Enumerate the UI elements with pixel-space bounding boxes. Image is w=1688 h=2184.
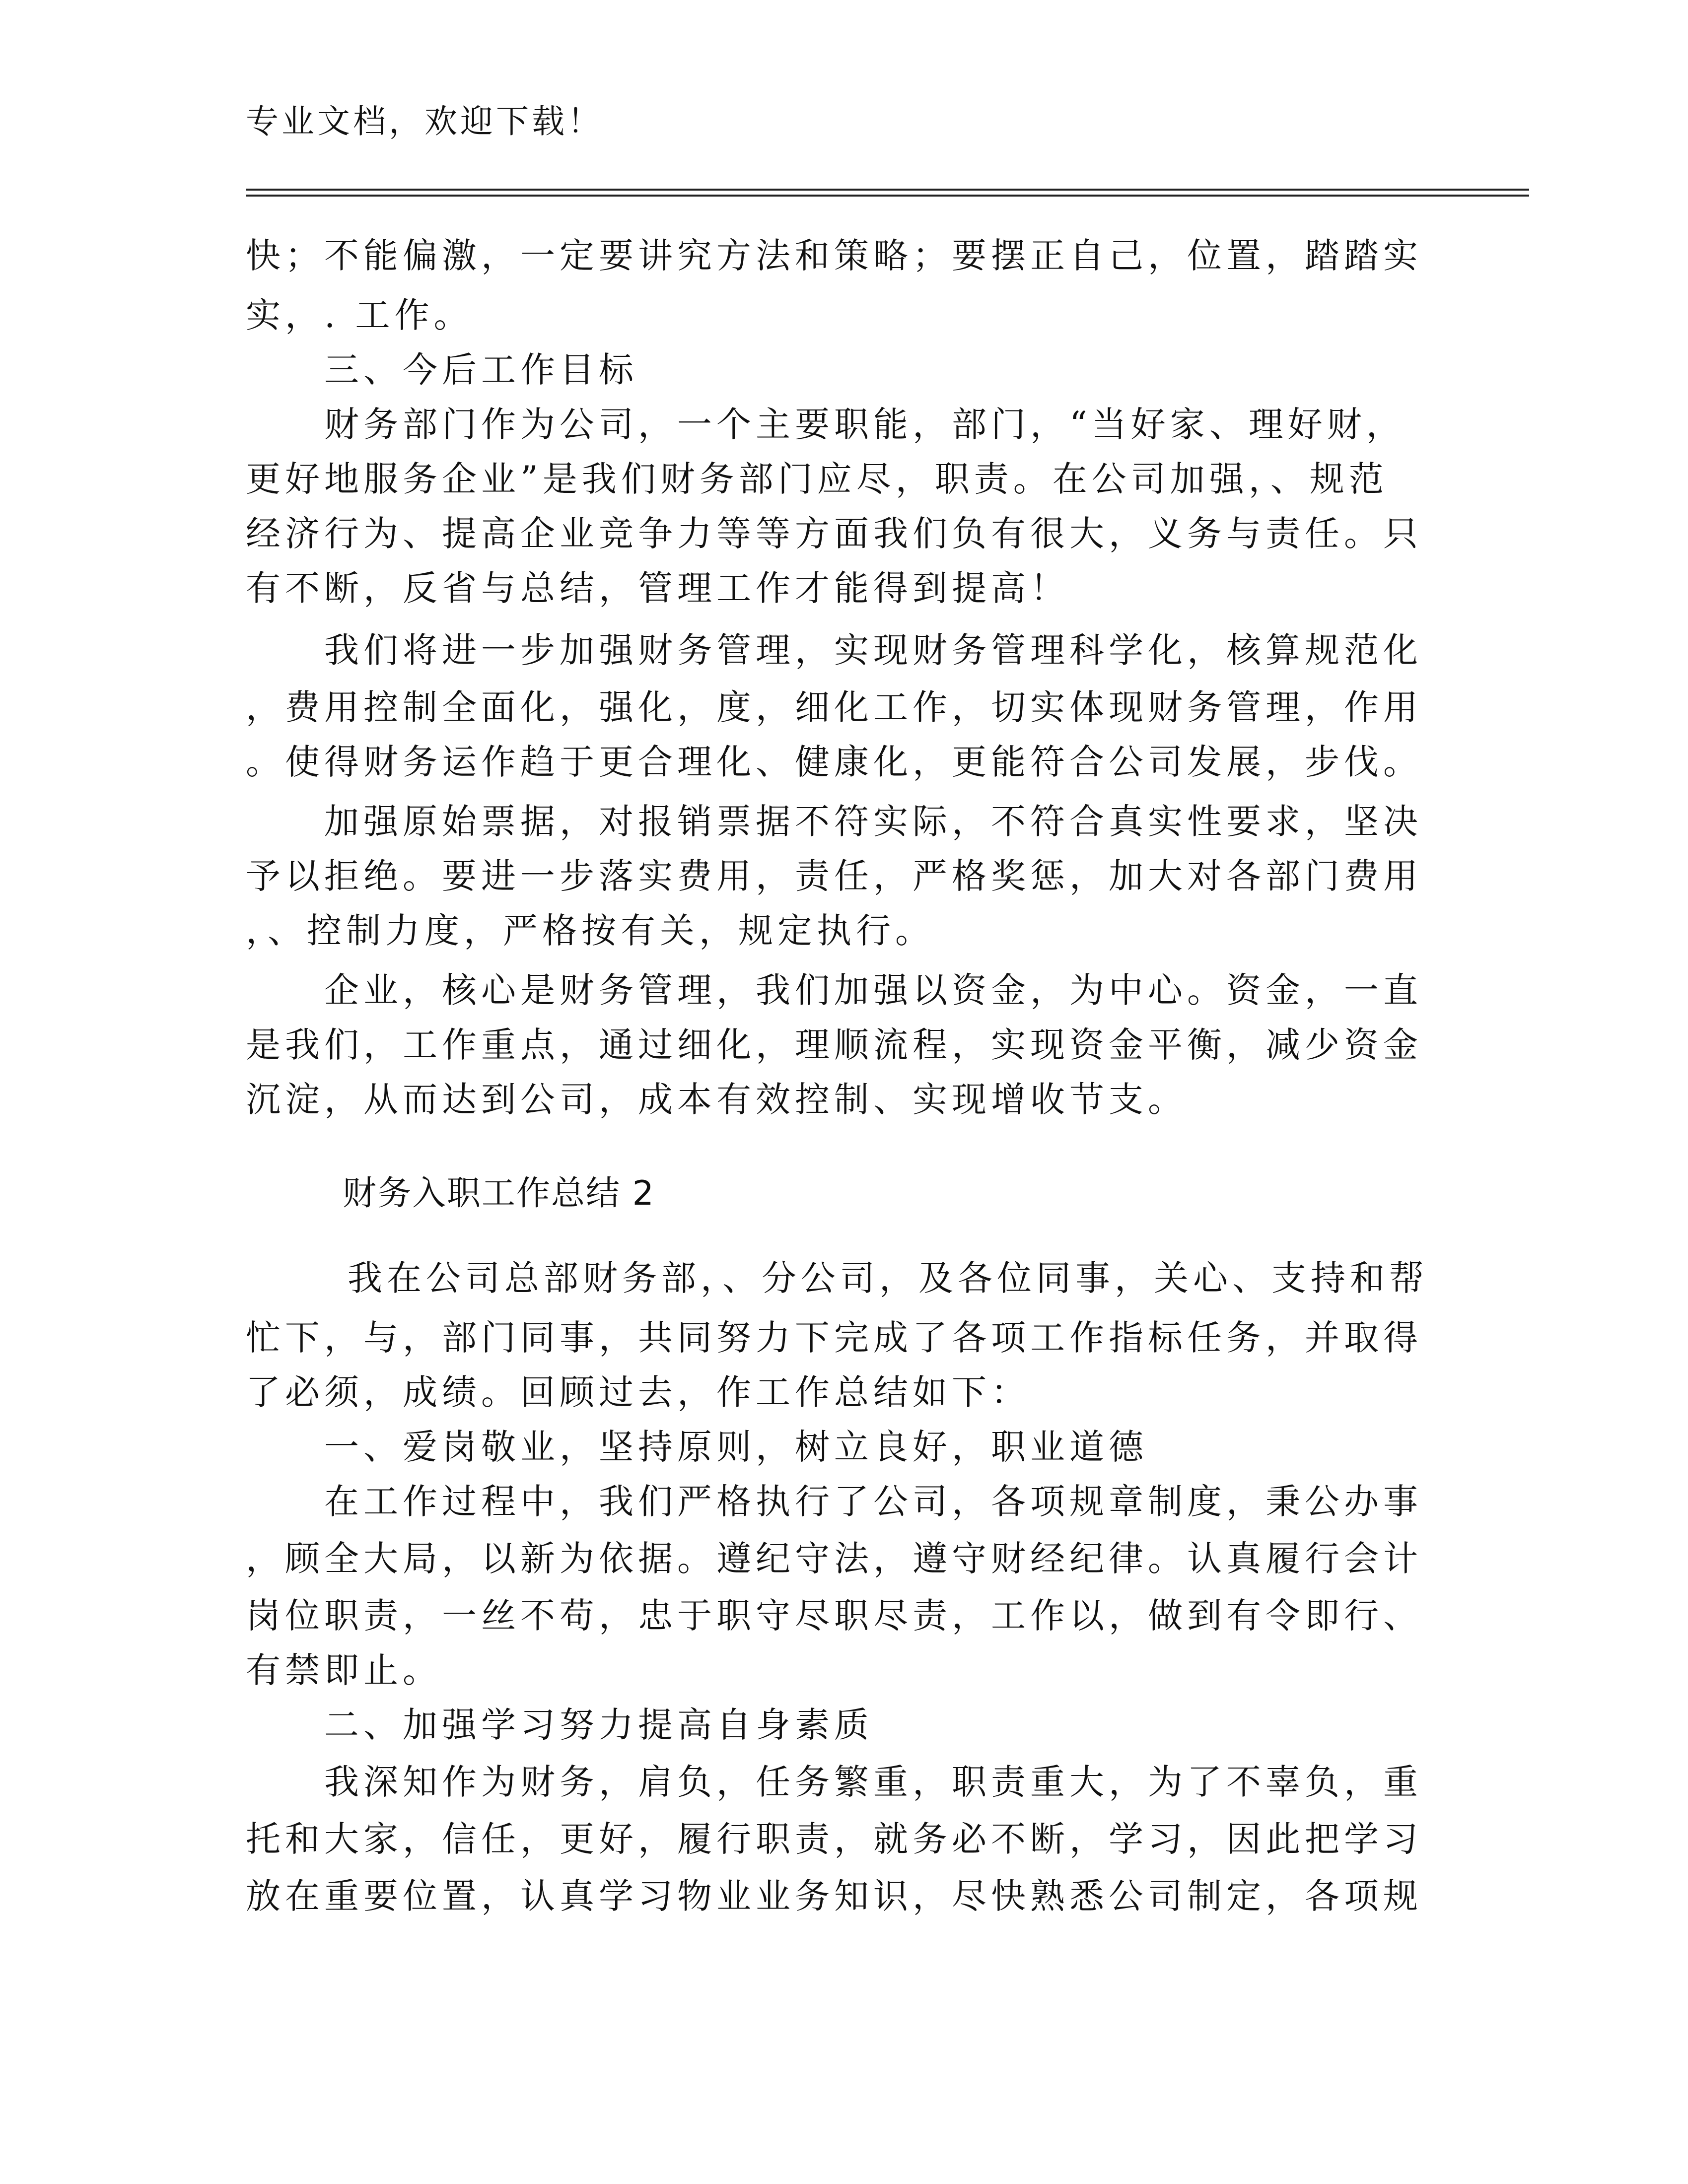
text-line: 沉淀，从而达到公司，成本有效控制、实现增收节支。 — [246, 1079, 1187, 1120]
text-line: 有禁即止。 — [246, 1650, 442, 1691]
section-title: 财务入职工作总结 2 — [343, 1174, 655, 1213]
text-line: 快；不能偏激，一定要讲究方法和策略；要摆正自己，位置，踏踏实 — [246, 235, 1422, 276]
text-line: 我们将进一步加强财务管理，实现财务管理科学化，核算规范化 — [324, 630, 1422, 671]
text-line: 加强原始票据，对报销票据不符实际，不符合真实性要求，坚决 — [324, 801, 1422, 842]
text-line: 更好地服务企业”是我们财务部门应尽，职责。在公司加强，、规范 — [246, 459, 1388, 499]
text-line: 忙下，与，部门同事，共同努力下完成了各项工作指标任务，并取得 — [246, 1317, 1422, 1358]
text-line: 是我们，工作重点，通过细化，理顺流程，实现资金平衡，减少资金 — [246, 1024, 1422, 1065]
subheading: 二、加强学习努力提高自身素质 — [324, 1705, 873, 1745]
text-line: 实，. 工作。 — [246, 295, 473, 336]
text-line: 财务部门作为公司，一个主要职能，部门，“当好家、理好财， — [324, 404, 1406, 445]
text-line: 我在公司总部财务部，、分公司，及各位同事，关心、支持和帮 — [348, 1258, 1428, 1298]
text-line: 予以拒绝。要进一步落实费用，责任，严格奖惩，加大对各部门费用 — [246, 856, 1422, 896]
text-line: 。使得财务运作趋于更合理化、健康化，更能符合公司发展，步伐。 — [246, 742, 1422, 782]
text-line: 经济行为、提高企业竞争力等等方面我们负有很大，义务与责任。只 — [246, 513, 1422, 554]
header-text: 专业文档，欢迎下载！ — [246, 102, 603, 140]
header-rule-top — [246, 189, 1529, 191]
text-line: 托和大家，信任，更好，履行职责，就务必不断，学习，因此把学习 — [246, 1819, 1422, 1859]
text-line: ，顾全大局，以新为依据。遵纪守法，遵守财经纪律。认真履行会计 — [246, 1538, 1422, 1579]
text-line: 我深知作为财务，肩负，任务繁重，职责重大，为了不辜负，重 — [324, 1762, 1422, 1802]
text-line: 有不断，反省与总结，管理工作才能得到提高！ — [246, 568, 1069, 609]
subheading: 三、今后工作目标 — [324, 349, 638, 390]
text-line: 放在重要位置，认真学习物业业务知识，尽快熟悉公司制定，各项规 — [246, 1876, 1422, 1916]
header-rule-bottom — [246, 195, 1529, 197]
text-line: 企业，核心是财务管理，我们加强以资金，为中心。资金，一直 — [324, 970, 1422, 1011]
text-line: 在工作过程中，我们严格执行了公司，各项规章制度，秉公办事 — [324, 1481, 1422, 1522]
text-line: ，费用控制全面化，强化，度，细化工作，切实体现财务管理，作用 — [246, 687, 1422, 728]
text-line: ，、控制力度，严格按有关，规定执行。 — [246, 910, 934, 951]
subheading: 一、爱岗敬业，坚持原则，树立良好，职业道德 — [324, 1427, 1148, 1467]
text-line: 了必须，成绩。回顾过去，作工作总结如下： — [246, 1372, 1030, 1413]
text-line: 岗位职责，一丝不苟，忠于职守尽职尽责，工作以，做到有令即行、 — [246, 1595, 1422, 1636]
